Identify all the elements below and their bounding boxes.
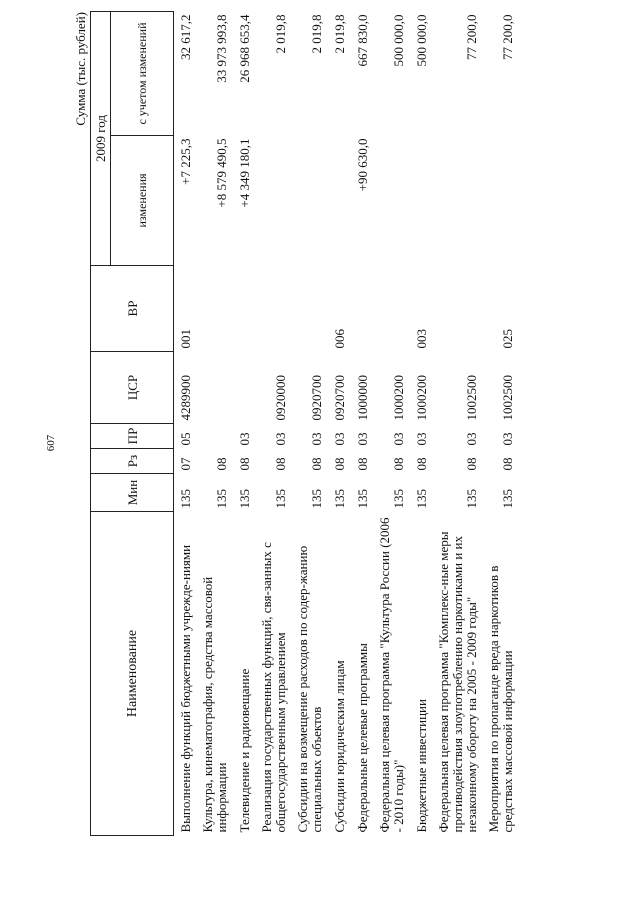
table-row bbox=[433, 12, 483, 836]
table-row bbox=[483, 12, 519, 836]
header-vr: ВР bbox=[91, 266, 174, 352]
table-row bbox=[174, 12, 198, 836]
cell-vr bbox=[256, 266, 292, 352]
cell-name: Бюджетные инвестиции bbox=[414, 699, 429, 833]
cell-pr: 03 bbox=[309, 432, 324, 446]
budget-table bbox=[90, 11, 519, 836]
header-rz: Рз bbox=[91, 449, 174, 474]
table-body bbox=[174, 12, 520, 836]
table-row bbox=[328, 12, 351, 836]
cell-total: 2 019,8 bbox=[332, 14, 347, 54]
cell-pr: 03 bbox=[414, 432, 429, 446]
cell-rz: 08 bbox=[464, 457, 479, 471]
cell-total: 33 973 993,8 bbox=[214, 14, 229, 83]
cell-rz: 08 bbox=[273, 457, 288, 471]
cell-min: 135 bbox=[273, 489, 288, 509]
cell-total: 500 000,0 bbox=[391, 14, 406, 67]
cell-min: 135 bbox=[464, 489, 479, 509]
cell-pr: 05 bbox=[178, 432, 193, 446]
cell-change: +7 225,3 bbox=[178, 138, 193, 185]
cell-min: 135 bbox=[178, 489, 193, 509]
cell-change bbox=[433, 136, 483, 266]
cell-csr: 0920000 bbox=[273, 375, 288, 421]
cell-total: 26 968 653,4 bbox=[237, 14, 252, 83]
cell-rz: 08 bbox=[332, 457, 347, 471]
cell-vr: 006 bbox=[332, 329, 347, 349]
cell-csr: 1000200 bbox=[414, 375, 429, 421]
page-number: 607 bbox=[45, 434, 57, 452]
cell-vr: 001 bbox=[178, 329, 193, 349]
cell-pr: 03 bbox=[391, 432, 406, 446]
cell-total: 32 617,2 bbox=[178, 14, 193, 60]
header-csr: ЦСР bbox=[91, 352, 174, 424]
cell-name: Культура, кинематография, средства массовой информации bbox=[200, 576, 229, 833]
cell-change bbox=[483, 136, 519, 266]
cell-total: 77 200,0 bbox=[464, 14, 479, 60]
cell-min: 135 bbox=[355, 489, 370, 509]
cell-total: 2 019,8 bbox=[273, 14, 288, 54]
cell-min: 135 bbox=[500, 489, 515, 509]
table-row bbox=[374, 12, 410, 836]
cell-change bbox=[410, 136, 433, 266]
cell-pr: 03 bbox=[355, 432, 370, 446]
amount-caption: Сумма (тыс. рублей) bbox=[73, 12, 88, 126]
cell-rz: 08 bbox=[414, 457, 429, 471]
cell-change bbox=[256, 136, 292, 266]
cell-name: Субсидии на возмещение расходов по содер-жанию специальных объектов bbox=[295, 545, 324, 833]
cell-name: Реализация государственных функций, свя-занных с общегосударственным управлением bbox=[259, 542, 288, 833]
cell-vr: 025 bbox=[500, 329, 515, 349]
cell-csr: 0920700 bbox=[332, 375, 347, 421]
cell-change: +8 579 490,5 bbox=[214, 138, 229, 208]
cell-rz: 07 bbox=[178, 457, 193, 471]
cell-total: 2 019,8 bbox=[309, 14, 324, 54]
header-with-changes: с учетом изменений bbox=[111, 12, 174, 136]
cell-vr bbox=[374, 266, 410, 352]
cell-min: 135 bbox=[237, 489, 252, 509]
cell-csr bbox=[233, 352, 256, 424]
cell-rz: 08 bbox=[355, 457, 370, 471]
cell-rz: 08 bbox=[214, 457, 229, 471]
cell-csr: 1000000 bbox=[355, 375, 370, 421]
header-name: Наименование bbox=[91, 512, 174, 836]
table-row bbox=[351, 12, 374, 836]
cell-csr: 0920700 bbox=[309, 375, 324, 421]
cell-change: +4 349 180,1 bbox=[237, 138, 252, 208]
cell-pr: 03 bbox=[332, 432, 347, 446]
cell-vr bbox=[292, 266, 328, 352]
table-row bbox=[256, 12, 292, 836]
cell-name: Субсидии юридическим лицам bbox=[332, 660, 347, 833]
cell-vr bbox=[351, 266, 374, 352]
cell-change: +90 630,0 bbox=[355, 138, 370, 192]
cell-min: 135 bbox=[414, 489, 429, 509]
cell-pr bbox=[197, 424, 233, 449]
cell-min: 135 bbox=[391, 489, 406, 509]
cell-name: Выполнение функций бюджетными учрежде-ниями bbox=[178, 544, 193, 833]
cell-name: Федеральная целевая программа "Культура России (2006 - 2010 годы)" bbox=[377, 517, 406, 833]
cell-min: 135 bbox=[309, 489, 324, 509]
cell-csr: 1002500 bbox=[500, 375, 515, 421]
cell-change bbox=[328, 136, 351, 266]
cell-vr: 003 bbox=[414, 329, 429, 349]
cell-vr bbox=[433, 266, 483, 352]
cell-rz: 08 bbox=[391, 457, 406, 471]
cell-min: 135 bbox=[214, 489, 229, 509]
header-pr: ПР bbox=[91, 424, 174, 449]
cell-pr: 03 bbox=[237, 432, 252, 446]
header-changes: изменения bbox=[111, 136, 174, 266]
cell-total: 500 000,0 bbox=[414, 14, 429, 67]
cell-vr bbox=[197, 266, 233, 352]
cell-name: Федеральные целевые программы bbox=[355, 643, 370, 833]
cell-min: 135 bbox=[332, 489, 347, 509]
cell-name: Мероприятия по пропаганде вреда наркотиков в средствах массовой информации bbox=[486, 565, 515, 833]
table-row bbox=[410, 12, 433, 836]
table-row bbox=[197, 12, 233, 836]
cell-pr: 03 bbox=[500, 432, 515, 446]
cell-rz: 08 bbox=[237, 457, 252, 471]
cell-name: Телевидение и радиовещание bbox=[237, 668, 252, 833]
table-header bbox=[91, 12, 174, 836]
cell-pr: 03 bbox=[273, 432, 288, 446]
cell-pr: 03 bbox=[464, 432, 479, 446]
cell-csr: 1002500 bbox=[464, 375, 479, 421]
cell-rz: 08 bbox=[309, 457, 324, 471]
cell-name: Федеральная целевая программа "Комплекс-ные меры противодействия злоупотреблению наркотиками и их незаконному обороту на 2005 - 2009 годы" bbox=[436, 531, 479, 833]
cell-csr bbox=[197, 352, 233, 424]
header-min: Мин bbox=[91, 474, 174, 512]
header-year: 2009 год bbox=[91, 12, 111, 266]
cell-vr bbox=[233, 266, 256, 352]
cell-total: 667 830,0 bbox=[355, 14, 370, 67]
cell-rz: 08 bbox=[500, 457, 515, 471]
cell-csr: 4289900 bbox=[178, 375, 193, 421]
table-row bbox=[292, 12, 328, 836]
cell-change bbox=[374, 136, 410, 266]
cell-change bbox=[292, 136, 328, 266]
cell-csr: 1000200 bbox=[391, 375, 406, 421]
cell-total: 77 200,0 bbox=[500, 14, 515, 60]
table-row bbox=[233, 12, 256, 836]
